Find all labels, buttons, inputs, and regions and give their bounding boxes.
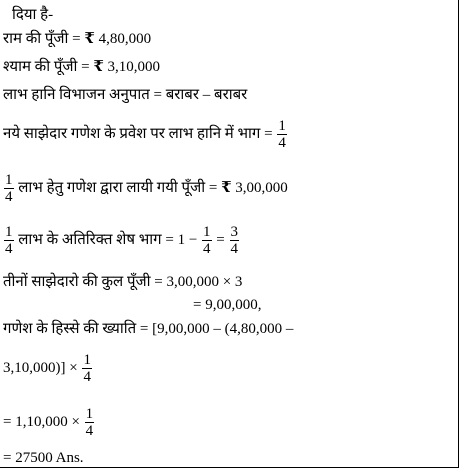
fraction: $\frac{1}{4}$: [5, 224, 13, 257]
remaining-share-line: $\frac{1}{4}$ लाभ के अतिरिक्त शेष भाग = 1 − $\frac{1}{4}$ = $\frac{3}{4}$: [5, 224, 239, 257]
fraction: $\frac{1}{4}$: [278, 118, 286, 151]
fraction: $\frac{1}{4}$: [203, 224, 211, 257]
total-capital-line: तीनों साझेदारो की कुल पूँजी = 3,00,000 × 3: [3, 274, 243, 290]
ganesh-capital-line: [3, 172, 288, 205]
rupee-icon: ₹: [84, 31, 95, 47]
given-heading: दिया है-: [12, 7, 54, 23]
answer-line: = 27500 Ans.: [3, 450, 84, 466]
profit-ratio-line: लाभ हानि विभाजन अनुपात = बराबर – बराबर: [3, 87, 248, 103]
shyam-capital-line: [3, 58, 160, 76]
remaining-share-text: लाभ के अतिरिक्त शेष भाग = 1 −: [14, 231, 202, 248]
fraction: $\frac{1}{4}$: [85, 406, 94, 439]
new-partner-share-line: [3, 118, 288, 151]
new-partner-share-text: नये साझेदार गणेश के प्रवेश पर लाभ हानि में भाग =: [3, 125, 277, 142]
goodwill-line-3: = 1,10,000 × $\frac{1}{4}$: [3, 406, 94, 439]
ram-capital-text: राम की पूँजी =: [3, 31, 85, 47]
ganesh-capital-value: 3,00,000: [231, 179, 288, 196]
goodwill-line-2: 3,10,000)] × $\frac{1}{4}$: [3, 352, 91, 385]
rupee-icon: ₹: [221, 179, 232, 196]
fraction: $\frac{3}{4}$: [230, 224, 239, 257]
goodwill-line: गणेश के हिस्से की ख्याति = [9,00,000 – (4,80,000 –: [3, 321, 294, 337]
rupee-icon: ₹: [93, 59, 104, 75]
shyam-capital-value: 3,10,000: [103, 59, 161, 75]
fraction: $\frac{1}{4}$: [83, 352, 91, 385]
shyam-capital-text: श्याम की पूँजी =: [3, 59, 94, 75]
ram-capital-value: 4,80,000: [94, 31, 152, 47]
fraction: $\frac{1}{4}$: [5, 172, 13, 205]
total-capital-result: = 9,00,000,: [193, 297, 262, 313]
ram-capital-line: [3, 30, 151, 48]
ganesh-capital-text: लाभ हेतु गणेश द्वारा लायी गयी पूँजी =: [14, 179, 222, 196]
